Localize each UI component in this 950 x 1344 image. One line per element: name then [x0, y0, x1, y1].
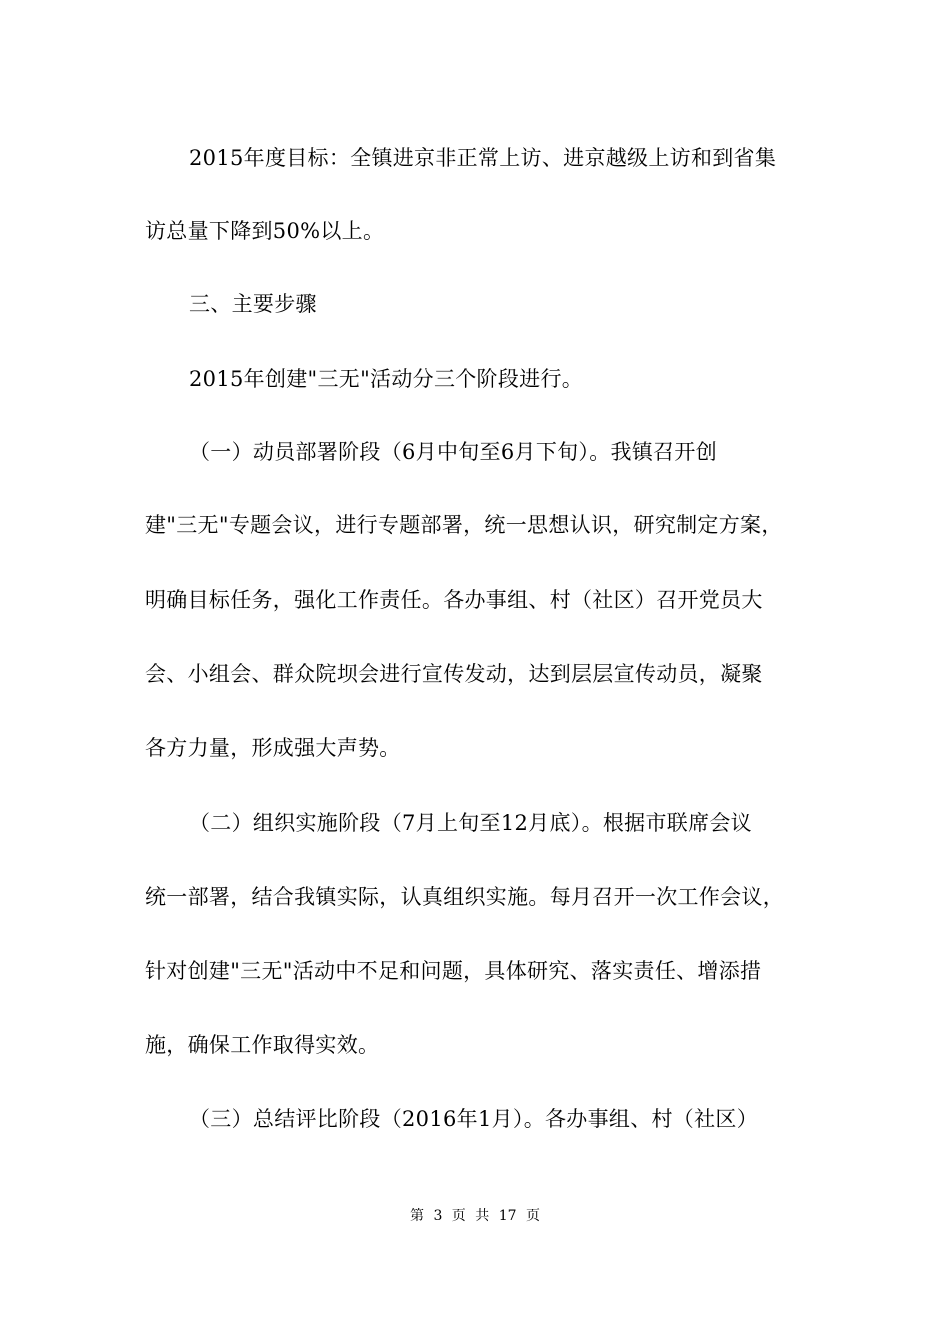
section-heading: 三、主要步骤	[189, 292, 317, 316]
text-line: （三）总结评比阶段（2016年1月）。各办事组、村（社区）	[189, 1107, 759, 1131]
text-line: 访总量下降到50%以上。	[145, 219, 385, 243]
text-line: 明确目标任务，强化工作责任。各办事组、村（社区）召开党员大	[145, 588, 763, 612]
text-line: 施，确保工作取得实效。	[145, 1033, 380, 1057]
text-line: 2015年度目标：全镇进京非正常上访、进京越级上访和到省集	[189, 146, 777, 170]
text-line: 建"三无"专题会议，进行专题部署，统一思想认识，研究制定方案，	[145, 513, 783, 537]
text-line: 各方力量，形成强大声势。	[145, 736, 401, 760]
text-line: 统一部署，结合我镇实际，认真组织实施。每月召开一次工作会议，	[145, 885, 784, 909]
page-number-footer: 第 3 页 共 17 页	[410, 1208, 540, 1224]
text-line: （一）动员部署阶段（6月中旬至6月下旬）。我镇召开创	[189, 440, 718, 464]
text-line: （二）组织实施阶段（7月上旬至12月底）。根据市联席会议	[189, 811, 752, 835]
text-line: 2015年创建"三无"活动分三个阶段进行。	[189, 367, 584, 391]
text-line: 针对创建"三无"活动中不足和问题，具体研究、落实责任、增添措	[145, 959, 762, 983]
text-line: 会、小组会、群众院坝会进行宣传发动，达到层层宣传动员，凝聚	[145, 662, 763, 686]
